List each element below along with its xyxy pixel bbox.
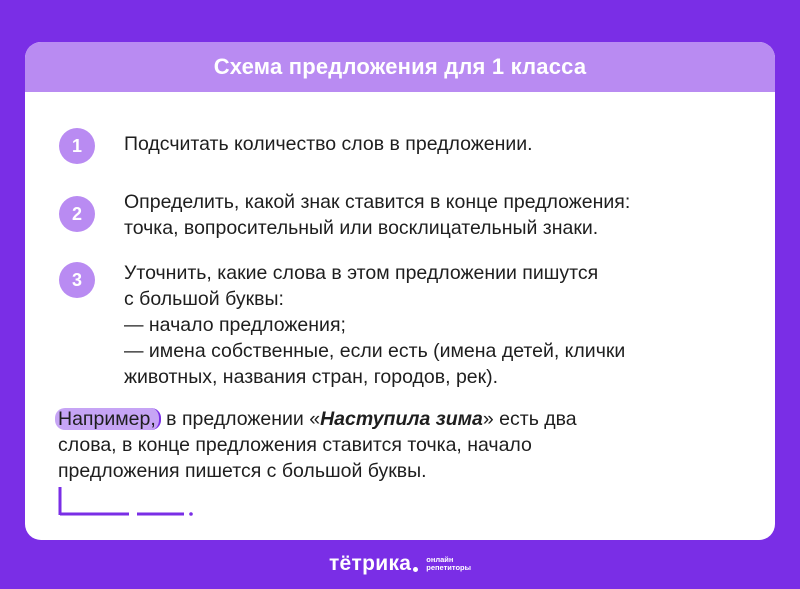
logo-tagline (426, 556, 471, 572)
content-card (25, 42, 775, 540)
example-part-2: » есть два (482, 408, 577, 430)
logo-dot-icon (413, 567, 418, 572)
step-3-line-1: Уточнить, какие слова в этом предложении пишутся (124, 262, 599, 284)
tagline-line-2: репетиторы (426, 563, 472, 572)
step-text-3 (124, 260, 724, 390)
card-header (25, 42, 775, 92)
footer-logo (0, 548, 800, 580)
example-quote: Наступила зима (320, 408, 483, 430)
example-part-1: в предложении « (160, 408, 321, 430)
example-line-2: слова, в конце предложения ставится точка, начало (58, 434, 532, 456)
example-highlight: Например, (55, 408, 161, 430)
step-2-line-2: точка, вопросительный или восклицательный знаки. (124, 217, 599, 239)
step-text-2 (124, 189, 724, 241)
example-line-1 (58, 406, 718, 432)
step-1 (59, 128, 724, 164)
step-3-line-3: — начало предложения; (124, 314, 346, 336)
step-1-line-1: Подсчитать количество слов в предложении. (124, 133, 533, 155)
step-3-line-5: животных, названия стран, городов, рек). (124, 366, 499, 388)
step-2 (59, 191, 724, 241)
step-number-3: 3 (59, 262, 95, 298)
step-number-1: 1 (59, 128, 95, 164)
step-3-line-2: с большой буквы: (124, 288, 284, 310)
example-paragraph (58, 406, 718, 484)
scheme-period-dot (189, 512, 193, 516)
tagline-line-1: онлайн (426, 555, 454, 564)
step-3 (59, 262, 724, 390)
example-line-3: предложения пишется с большой буквы. (58, 460, 427, 482)
step-3-line-4: — имена собственные, если есть (имена детей, клички (124, 340, 626, 362)
step-text-1 (124, 131, 724, 157)
page-title: Схема предложения для 1 класса (213, 54, 587, 79)
sentence-scheme-lines (57, 487, 227, 522)
logo-wordmark: тётрика (328, 552, 412, 575)
step-2-line-1: Определить, какой знак ставится в конце предложения: (124, 191, 631, 213)
step-number-2: 2 (59, 196, 95, 232)
